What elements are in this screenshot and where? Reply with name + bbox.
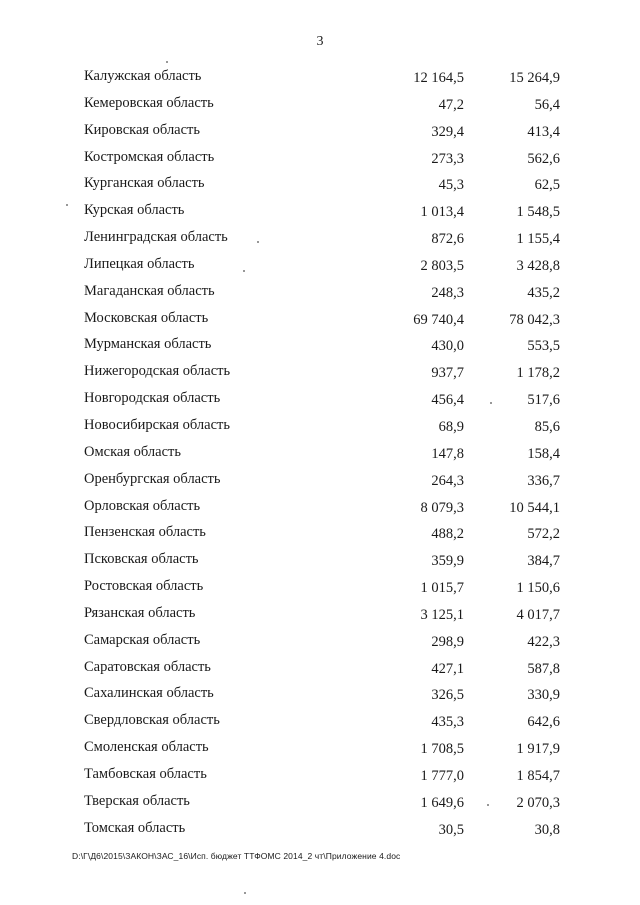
value-column-1: 30,5	[438, 821, 464, 838]
table-row	[0, 413, 640, 440]
table-row	[0, 225, 640, 252]
region-name: Курская область	[84, 202, 185, 219]
scan-speck	[257, 241, 259, 243]
region-name: Калужская область	[84, 68, 202, 84]
region-name: Кировская область	[84, 121, 201, 138]
table-row	[0, 520, 640, 547]
value-column-1: 872,6	[431, 231, 464, 248]
region-name: Томская область	[84, 819, 186, 836]
value-column-2: 562,6	[527, 150, 560, 167]
value-column-2: 572,2	[527, 526, 560, 543]
value-column-2: 10 544,1	[509, 499, 560, 516]
value-column-1: 427,1	[431, 660, 464, 677]
value-column-1: 430,0	[431, 338, 464, 355]
value-column-1: 1 777,0	[420, 767, 464, 784]
value-column-1: 1 649,6	[420, 794, 464, 811]
region-name: Курганская область	[84, 175, 205, 192]
value-column-2: 422,3	[527, 633, 560, 650]
scan-speck	[66, 204, 68, 206]
value-column-2: 85,6	[534, 418, 560, 435]
value-column-2: 1 150,6	[516, 580, 560, 597]
region-name: Свердловская область	[84, 712, 220, 729]
value-column-1: 435,3	[431, 714, 464, 731]
value-column-1: 456,4	[431, 392, 464, 409]
table-row	[0, 171, 640, 198]
value-column-1: 359,9	[431, 553, 464, 570]
value-column-2: 330,9	[527, 687, 560, 704]
scan-speck	[166, 61, 168, 63]
value-column-1: 2 803,5	[420, 257, 464, 274]
table-row	[0, 789, 640, 816]
value-column-1: 248,3	[431, 284, 464, 301]
table-row	[0, 64, 640, 91]
value-column-2: 2 070,3	[516, 794, 560, 811]
value-column-2: 15 264,9	[509, 70, 560, 86]
region-name: Московская область	[84, 309, 209, 326]
table-row	[0, 252, 640, 279]
region-name: Ростовская область	[84, 578, 204, 595]
value-column-2: 3 428,8	[516, 257, 560, 274]
value-column-1: 45,3	[438, 177, 464, 194]
regions-table	[0, 64, 640, 842]
value-column-1: 68,9	[438, 418, 464, 435]
scan-speck	[490, 402, 492, 404]
value-column-2: 517,6	[527, 392, 560, 409]
region-name: Липецкая область	[84, 255, 195, 272]
value-column-1: 1 013,4	[420, 204, 464, 221]
region-name: Тамбовская область	[84, 765, 207, 782]
region-name: Сахалинская область	[84, 685, 214, 702]
table-row	[0, 655, 640, 682]
table-row	[0, 762, 640, 789]
value-column-2: 1 854,7	[516, 767, 560, 784]
value-column-1: 273,3	[431, 150, 464, 167]
value-column-2: 30,8	[534, 821, 560, 838]
value-column-2: 1 155,4	[516, 231, 560, 248]
value-column-2: 553,5	[527, 338, 560, 355]
region-name: Нижегородская область	[84, 363, 231, 380]
region-name: Саратовская область	[84, 658, 211, 675]
region-name: Тверская область	[84, 792, 190, 809]
value-column-2: 56,4	[534, 96, 560, 113]
value-column-1: 264,3	[431, 472, 464, 489]
table-row	[0, 816, 640, 843]
table-row	[0, 279, 640, 306]
table-row	[0, 118, 640, 145]
table-row	[0, 198, 640, 225]
value-column-2: 1 178,2	[516, 365, 560, 382]
value-column-2: 587,8	[527, 660, 560, 677]
value-column-1: 8 079,3	[420, 499, 464, 516]
region-name: Омская область	[84, 443, 181, 460]
region-name: Рязанская область	[84, 604, 196, 621]
region-name: Оренбургская область	[84, 470, 221, 487]
table-row	[0, 574, 640, 601]
value-column-2: 435,2	[527, 284, 560, 301]
region-name: Псковская область	[84, 551, 199, 568]
table-row	[0, 386, 640, 413]
value-column-1: 3 125,1	[420, 606, 464, 623]
value-column-1: 298,9	[431, 633, 464, 650]
region-name: Новосибирская область	[84, 416, 230, 433]
scan-speck	[487, 804, 489, 806]
table-row	[0, 306, 640, 333]
table-row	[0, 708, 640, 735]
table-row	[0, 359, 640, 386]
region-name: Костромская область	[84, 148, 215, 165]
value-column-1: 1 708,5	[420, 741, 464, 758]
table-row	[0, 601, 640, 628]
table-row	[0, 628, 640, 655]
region-name: Мурманская область	[84, 336, 212, 353]
value-column-2: 642,6	[527, 714, 560, 731]
value-column-2: 78 042,3	[509, 311, 560, 328]
value-column-2: 4 017,7	[516, 606, 560, 623]
value-column-2: 413,4	[527, 123, 560, 140]
region-name: Орловская область	[84, 497, 201, 514]
table-row	[0, 681, 640, 708]
value-column-1: 47,2	[438, 96, 464, 113]
value-column-1: 12 164,5	[413, 70, 464, 86]
value-column-1: 937,7	[431, 365, 464, 382]
table-row	[0, 145, 640, 172]
table-row	[0, 467, 640, 494]
region-name: Новгородская область	[84, 390, 221, 407]
table-row	[0, 735, 640, 762]
scan-speck	[244, 892, 246, 894]
region-name: Пензенская область	[84, 524, 206, 541]
table-row	[0, 547, 640, 574]
value-column-2: 1 917,9	[516, 741, 560, 758]
value-column-1: 488,2	[431, 526, 464, 543]
value-column-2: 1 548,5	[516, 204, 560, 221]
scan-speck	[243, 270, 245, 272]
value-column-2: 336,7	[527, 472, 560, 489]
region-name: Магаданская область	[84, 282, 215, 299]
value-column-1: 147,8	[431, 445, 464, 462]
footer-file-path: D:\Г\Д6\2015\ЗАКОН\ЗАС_16\Исп. бюджет ТТФОМС 2014_2 чт\Приложение 4.doc	[72, 851, 401, 861]
value-column-1: 326,5	[431, 687, 464, 704]
region-name: Самарская область	[84, 631, 201, 648]
value-column-2: 384,7	[527, 553, 560, 570]
region-name: Смоленская область	[84, 739, 209, 756]
table-row	[0, 91, 640, 118]
value-column-1: 69 740,4	[413, 311, 464, 328]
value-column-1: 1 015,7	[420, 580, 464, 597]
value-column-1: 329,4	[431, 123, 464, 140]
page-number: 3	[316, 34, 324, 49]
value-column-2: 62,5	[534, 177, 560, 194]
region-name: Кемеровская область	[84, 94, 214, 111]
table-row	[0, 332, 640, 359]
region-name: Ленинградская область	[84, 229, 228, 246]
table-row	[0, 494, 640, 521]
table-row	[0, 440, 640, 467]
value-column-2: 158,4	[527, 445, 560, 462]
